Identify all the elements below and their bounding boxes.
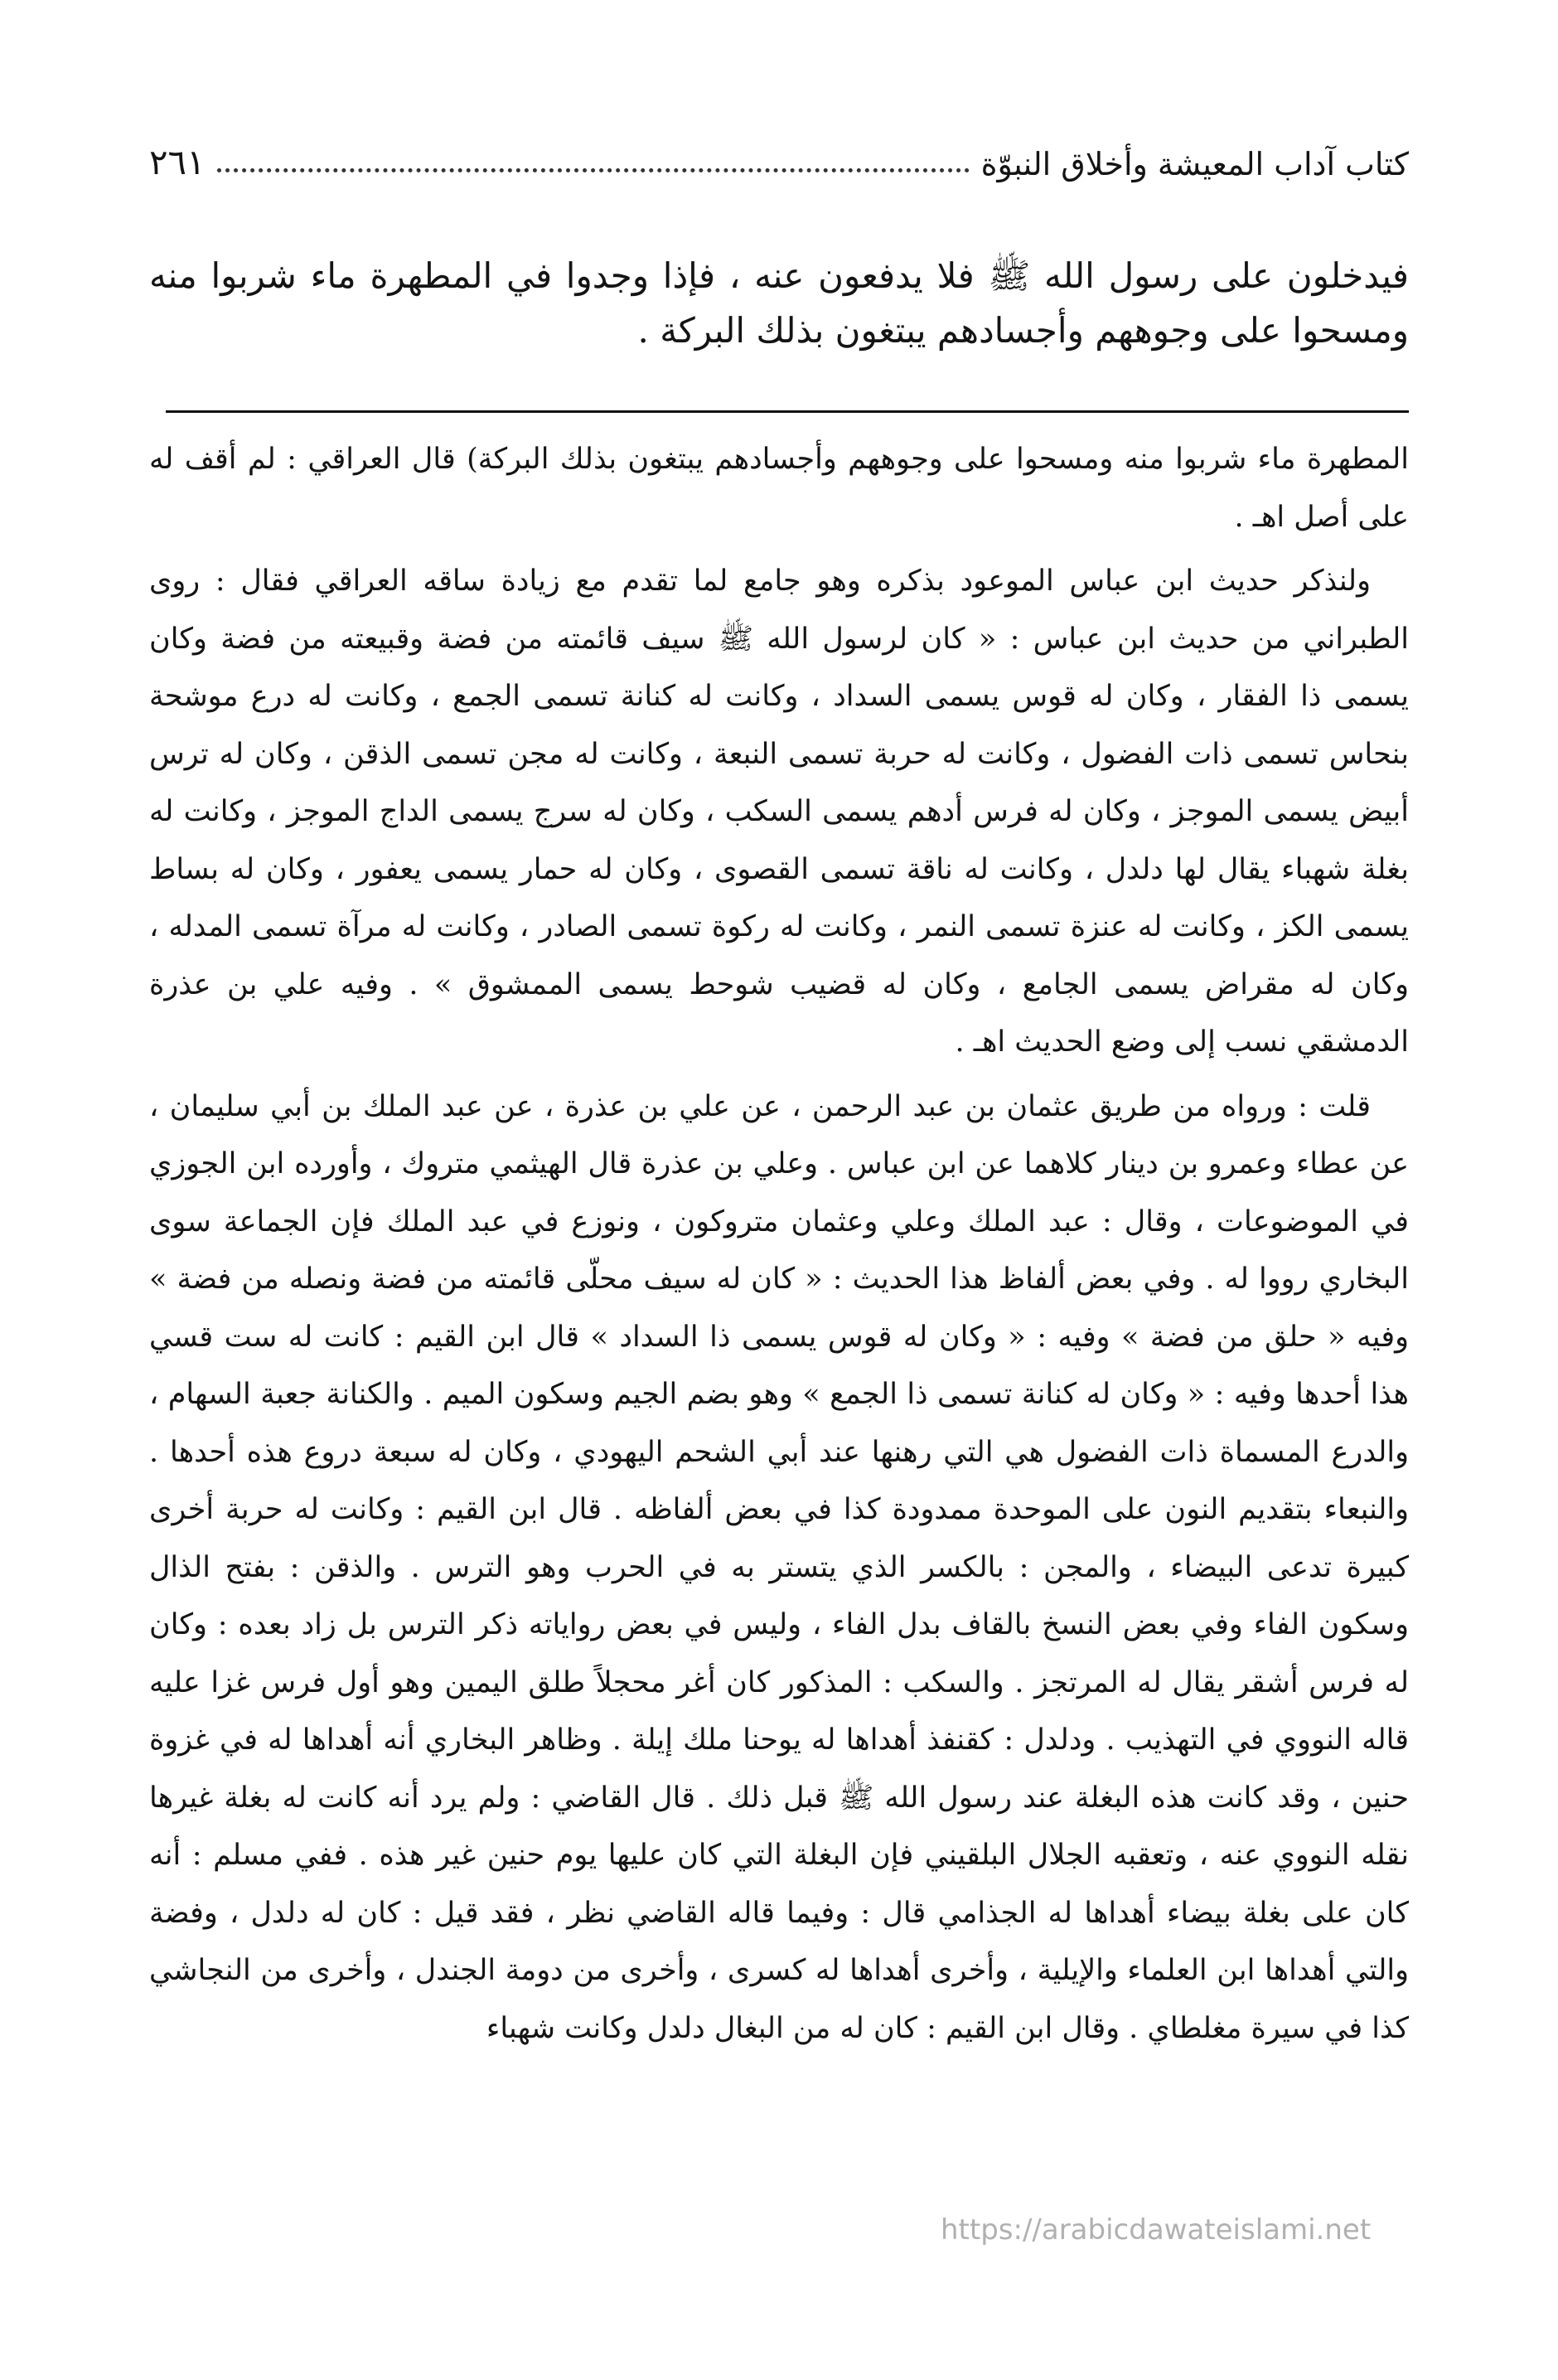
footnote-divider [166, 410, 1409, 413]
header-leader-dots [217, 168, 970, 172]
watermark-url: https://arabicdawateislami.net [941, 2213, 1372, 2247]
main-text: فيدخلون على رسول الله ﷺ فلا يدفعون عنه ، فإذا وجدوا في المطهرة ماء شربوا منه ومسحوا على وجوههم وأجسادهم يبتغون بذلك البركة . [149, 255, 1409, 351]
commentary-paragraph-2: ولنذكر حديث ابن عباس الموعود بذكره وهو جامع لما تقدم مع زيادة ساقه العراقي فقال : روى الطبراني من حديث ابن عباس : « كان لرسول الله ﷺ سيف قائمته من فضة وقبيعته من فضة وكان يسمى ذا الفقار ، وكان له قوس يسمى السداد ، وكانت له كنانة تسمى الجمع ، وكانت له درع موشحة بنحاس تسمى ذات الفضول ، وكانت له حربة تسمى النبعة ، وكانت له مجن تسمى الذقن ، وكان له ترس أبيض يسمى الموجز ، وكان له فرس أدهم يسمى السكب ، وكان له سرج يسمى الداج الموجز ، وكانت له بغلة شهباء يقال لها دلدل ، وكانت له ناقة تسمى القصوى ، وكان له حمار يسمى يعفور ، وكان له بساط يسمى الكز ، وكانت له عنزة تسمى النمر ، وكانت له ركوة تسمى الصادر ، وكانت له مرآة تسمى المدله ، وكان له مقراض يسمى الجامع ، وكان له قضيب شوحط يسمى الممشوق » . وفيه علي بن عذرة الدمشقي نسب إلى وضع الحديث اهـ . [149, 565, 1409, 1059]
page-number: ٢٦١ [149, 142, 206, 182]
commentary-paragraph-1: المطهرة ماء شربوا منه ومسحوا على وجوههم وأجسادهم يبتغون بذلك البركة) قال العراقي : لم أقف له على أصل اهـ . [149, 443, 1409, 534]
commentary-paragraph-3: قلت : ورواه من طريق عثمان بن عبد الرحمن ، عن علي بن عذرة ، عن عبد الملك بن أبي سليمان ، عن عطاء وعمرو بن دينار كلاهما عن ابن عباس . وعلي بن عذرة قال الهيثمي متروك ، وأورده ابن الجوزي في الموضوعات ، وقال : عبد الملك وعلي وعثمان متروكون ، ونوزع في عبد الملك فإن الجماعة سوى البخاري رووا له . وفي بعض ألفاظ هذا الحديث : « كان له سيف محلّى قائمته من فضة ونصله من فضة » وفيه « حلق من فضة » وفيه : « وكان له قوس يسمى ذا السداد » قال ابن القيم : كانت له ست قسي هذا أحدها وفيه : « وكان له كنانة تسمى ذا الجمع » وهو بضم الجيم وسكون الميم . والكنانة جعبة السهام ، والدرع المسماة ذات الفضول هي التي رهنها عند أبي الشحم اليهودي ، وكان له سبعة دروع هذه أحدها . والنبعاء بتقديم النون على الموحدة ممدودة كذا في بعض ألفاظه . قال ابن القيم : وكانت له حربة أخرى كبيرة تدعى البيضاء ، والمجن : بالكسر الذي يتستر به في الحرب وهو الترس . والذقن : بفتح الذال وسكون الفاء وفي بعض النسخ بالقاف بدل الفاء ، وليس في بعض رواياته ذكر الترس بل زاد بعده : وكان له فرس أشقر يقال له المرتجز . والسكب : المذكور كان أغر محجلاً طلق اليمين وهو أول فرس غزا عليه قاله النووي في التهذيب . ودلدل : كقنفذ أهداها له يوحنا ملك إيلة . وظاهر البخاري أنه أهداها له في غزوة حنين ، وقد كانت هذه البغلة عند رسول الله ﷺ قبل ذلك . قال القاضي : ولم يرد أنه كانت له بغلة غيرها نقله النووي عنه ، وتعقبه الجلال البلقيني فإن البغلة التي كان عليها يوم حنين غير هذه . ففي مسلم : أنه كان على بغلة بيضاء أهداها له الجذامي قال : وفيما قاله القاضي نظر ، فقد قيل : كان له دلدل ، وفضة والتي أهداها ابن العلماء والإيلية ، وأخرى أهداها له كسرى ، وأخرى من دومة الجندل ، وأخرى من النجاشي كذا في سيرة مغلطاي . وقال ابن القيم : كان له من البغال دلدل وكانت شهباء [149, 1089, 1409, 2045]
header-title: كتاب آداب المعيشة وأخلاق النبوّة [980, 146, 1409, 182]
commentary-section [149, 431, 1409, 2058]
running-header [149, 124, 1409, 182]
